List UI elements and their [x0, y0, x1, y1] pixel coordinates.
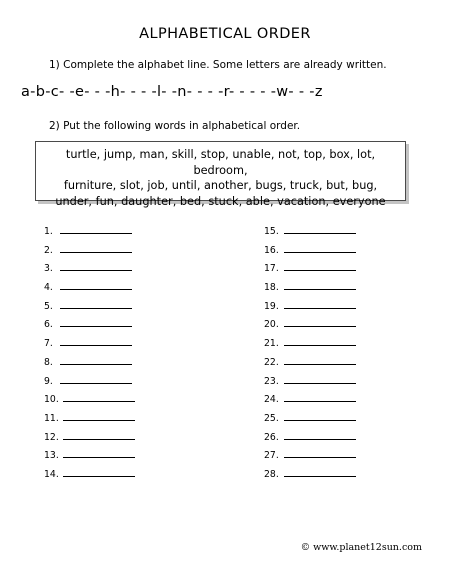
footer-credit: © www.planet12sun.com [300, 542, 422, 553]
answer-blank[interactable] [284, 258, 356, 271]
answer-line [44, 333, 135, 352]
answer-blank[interactable] [284, 277, 356, 290]
instruction-2: 2) Put the following words in alphabetical order. [49, 120, 301, 132]
answer-number: 26. [264, 431, 279, 443]
answer-number: 28. [264, 468, 279, 480]
answer-number: 22. [264, 356, 279, 368]
answer-column-left [44, 221, 135, 483]
answer-blank[interactable] [63, 408, 135, 421]
word-list-line: furniture, slot, job, until, another, bugs, truck, but, bug, [63, 179, 378, 192]
answer-line [44, 408, 135, 427]
answer-line [264, 333, 356, 352]
answer-number: 2. [44, 244, 53, 256]
answer-number: 20. [264, 319, 279, 331]
answer-number: 14. [44, 468, 59, 480]
answer-line [44, 277, 135, 296]
answer-line [44, 427, 135, 446]
answer-blank[interactable] [284, 427, 356, 440]
word-list-box [35, 141, 406, 208]
answer-blank[interactable] [284, 333, 356, 346]
answer-blank[interactable] [284, 408, 356, 421]
answer-line [264, 221, 356, 240]
answer-line [44, 352, 135, 371]
answer-blank[interactable] [60, 221, 132, 234]
answer-line [264, 445, 356, 464]
answer-blank[interactable] [63, 445, 135, 458]
answer-number: 23. [264, 375, 279, 387]
answer-line [44, 445, 135, 464]
answer-line [44, 296, 135, 315]
answer-number: 12. [44, 431, 59, 443]
answer-blank[interactable] [284, 389, 356, 402]
answer-number: 4. [44, 282, 53, 294]
answer-blank[interactable] [63, 464, 135, 477]
answer-number: 7. [44, 338, 53, 350]
answer-number: 6. [44, 319, 53, 331]
answer-line [264, 389, 356, 408]
alphabet-line: a-b-c- -e- - -h- - - -l- -n- - - -r- - - - -w- - -z [21, 84, 323, 100]
answer-line [264, 371, 356, 390]
instruction-1: 1) Complete the alphabet line. Some letters are already written. [49, 59, 387, 71]
answer-number: 25. [264, 412, 279, 424]
answer-blank[interactable] [284, 314, 356, 327]
answer-line [44, 389, 135, 408]
page-title: ALPHABETICAL ORDER [139, 26, 311, 42]
answer-line [264, 314, 356, 333]
answer-line [44, 221, 135, 240]
answer-blank[interactable] [63, 389, 135, 402]
answer-blank[interactable] [60, 258, 132, 271]
answer-number: 15. [264, 226, 279, 237]
answer-number: 3. [44, 263, 53, 275]
answer-line [264, 277, 356, 296]
answer-blank[interactable] [284, 240, 356, 253]
answer-line [264, 408, 356, 427]
answer-number: 5. [44, 300, 53, 312]
answer-number: 11. [44, 412, 59, 424]
answer-number: 9. [44, 375, 53, 387]
answer-number: 8. [44, 356, 53, 368]
answer-line [264, 352, 356, 371]
word-list-line: turtle, jump, man, skill, stop, unable, not, top, box, lot, bedroom, [65, 148, 376, 177]
answer-number: 16. [264, 244, 279, 256]
answer-blank[interactable] [284, 371, 356, 384]
answer-blank[interactable] [284, 296, 356, 309]
answer-blank[interactable] [60, 296, 132, 309]
answer-blank[interactable] [60, 352, 132, 365]
answer-number: 10. [44, 394, 59, 406]
answer-number: 17. [264, 263, 279, 275]
answer-blank[interactable] [284, 445, 356, 458]
answer-blank[interactable] [60, 277, 132, 290]
answer-column-right [264, 221, 356, 483]
answer-blank[interactable] [63, 427, 135, 440]
answer-number: 19. [264, 300, 279, 312]
answer-line [264, 258, 356, 277]
answer-number: 24. [264, 394, 279, 406]
answer-line [44, 240, 135, 259]
answer-blank[interactable] [60, 371, 132, 384]
answer-line [264, 240, 356, 259]
answer-number: 1. [44, 226, 53, 237]
word-list-line: under, fun, daughter, bed, stuck, able, vacation, everyone [55, 194, 386, 208]
answer-line [44, 314, 135, 333]
answer-line [44, 371, 135, 390]
answer-blank[interactable] [60, 240, 132, 253]
answer-blank[interactable] [284, 221, 356, 234]
answer-blank[interactable] [60, 314, 132, 327]
answer-number: 21. [264, 338, 279, 350]
answer-blank[interactable] [60, 333, 132, 346]
answer-number: 27. [264, 450, 279, 462]
answer-number: 13. [44, 450, 59, 462]
answer-line [44, 464, 135, 483]
answer-blank[interactable] [284, 464, 356, 477]
answer-blank[interactable] [284, 352, 356, 365]
answer-line [264, 296, 356, 315]
answer-line [264, 464, 356, 483]
answer-number: 18. [264, 282, 279, 294]
answer-line [44, 258, 135, 277]
answer-line [264, 427, 356, 446]
